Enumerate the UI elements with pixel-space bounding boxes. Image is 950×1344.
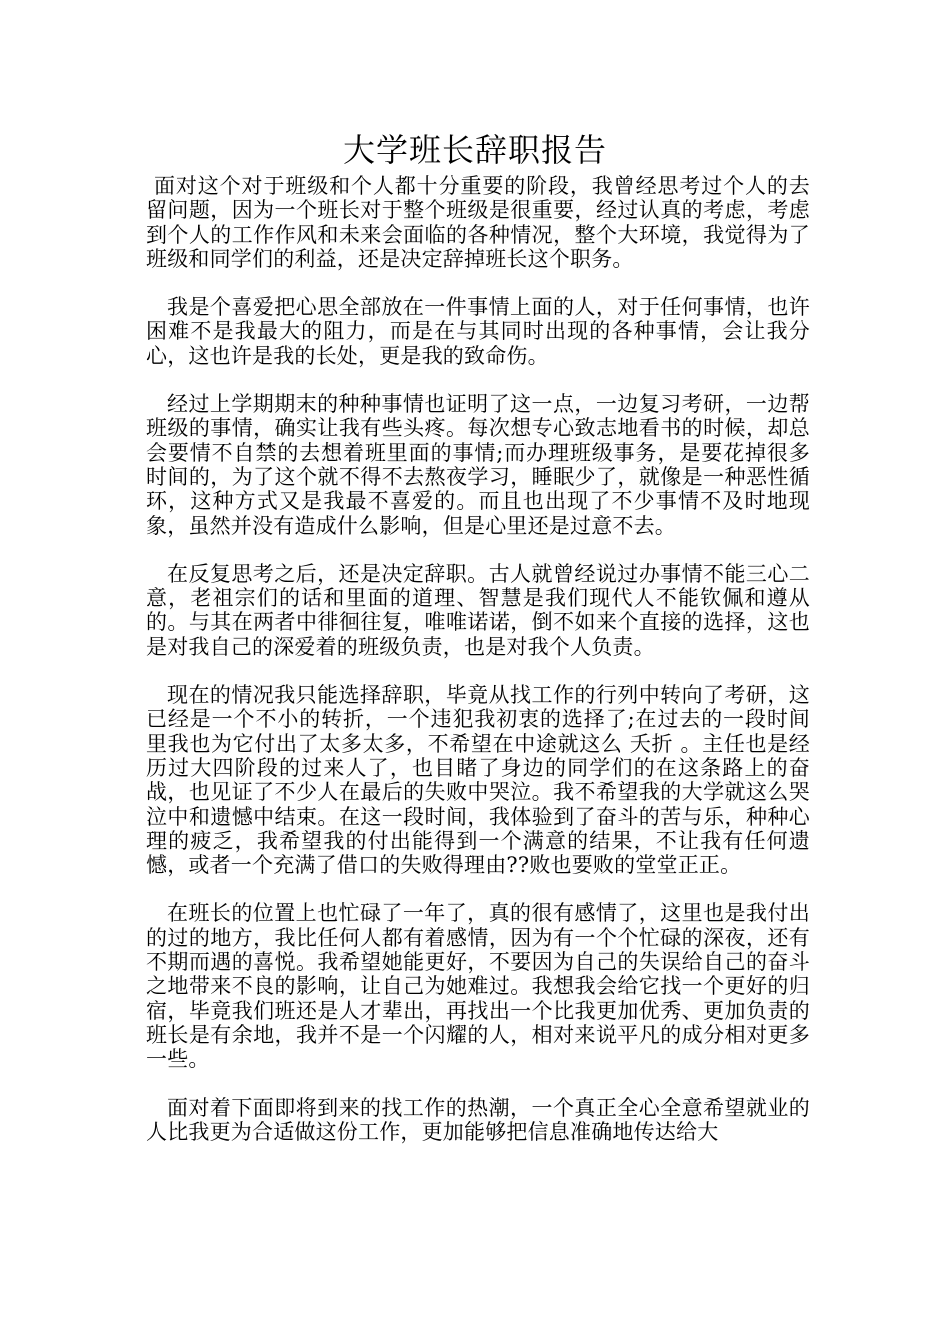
paragraph-3: 经过上学期期末的种种事情也证明了这一点，一边复习考研，一边帮班级的事情，确实让我有些头疼。每次想专心致志地看书的时候，却总会要情不自禁的去想着班里面的事情;而办理班级事务，是要花掉很多时间的，为了这个就不得不去熬夜学习，睡眠少了，就像是一种恶性循环，这种方式又是我最不喜爱的。而且也出现了不少事情不及时地现象，虽然并没有造成什么影响，但是心里还是过意不去。 [146, 392, 810, 538]
paragraph-2: 我是个喜爱把心思全部放在一件事情上面的人，对于任何事情，也许困难不是我最大的阻力，而是在与其同时出现的各种事情，会让我分心，这也许是我的长处，更是我的致命伤。 [146, 295, 810, 368]
document-title: 大学班长辞职报告 [342, 131, 607, 169]
paragraph-5: 现在的情况我只能选择辞职，毕竟从找工作的行列中转向了考研，这已经是一个不小的转折，一个违犯我初衷的选择了;在过去的一段时间里我也为它付出了太多太多，不希望在中途就这么 夭折 。主任也是经历过大四阶段的过来人了，也目睹了身边的同学们的在这条路上的奋战，也见证了不少人在最后的失败中哭泣。我不希望我的大学就这么哭泣中和遗憾中结束。在这一段时间，我体验到了奋斗的苦与乐，种种心理的疲乏，我希望我的付出能得到一个满意的结果，不让我有任何遗憾，或者一个充满了借口的失败得理由??败也要败的堂堂正正。 [146, 683, 810, 878]
paragraph-7: 面对着下面即将到来的找工作的热潮，一个真正全心全意希望就业的人比我更为合适做这份工作，更加能够把信息准确地传达给大 [146, 1095, 810, 1144]
document-body [146, 174, 810, 1168]
paragraph-4: 在反复思考之后，还是决定辞职。古人就曾经说过办事情不能三心二意，老祖宗们的话和里面的道理、智慧是我们现代人不能钦佩和遵从的。与其在两者中徘徊往复，唯唯诺诺，倒不如来个直接的选择，这也是对我自己的深爱着的班级负责，也是对我个人负责。 [146, 561, 810, 659]
paragraph-1: 面对这个对于班级和个人都十分重要的阶段，我曾经思考过个人的去留问题，因为一个班长对于整个班级是很重要，经过认真的考虑，考虑到个人的工作作风和未来会面临的各种情况，整个大环境，我觉得为了班级和同学们的利益，还是决定辞掉班长这个职务。 [146, 174, 810, 271]
paragraph-6: 在班长的位置上也忙碌了一年了，真的很有感情了，这里也是我付出的过的地方，我比任何人都有着感情，因为有一个个忙碌的深夜，还有不期而遇的喜悦。我希望她能更好，不要因为自己的失误给自己的奋斗之地带来不良的影响，让自己为她难过。我想我会给它找一个更好的归宿，毕竟我们班还是人才辈出，再找出一个比我更加优秀、更加负责的班长是有余地，我并不是一个闪耀的人，相对来说平凡的成分相对更多一些。 [146, 901, 810, 1072]
